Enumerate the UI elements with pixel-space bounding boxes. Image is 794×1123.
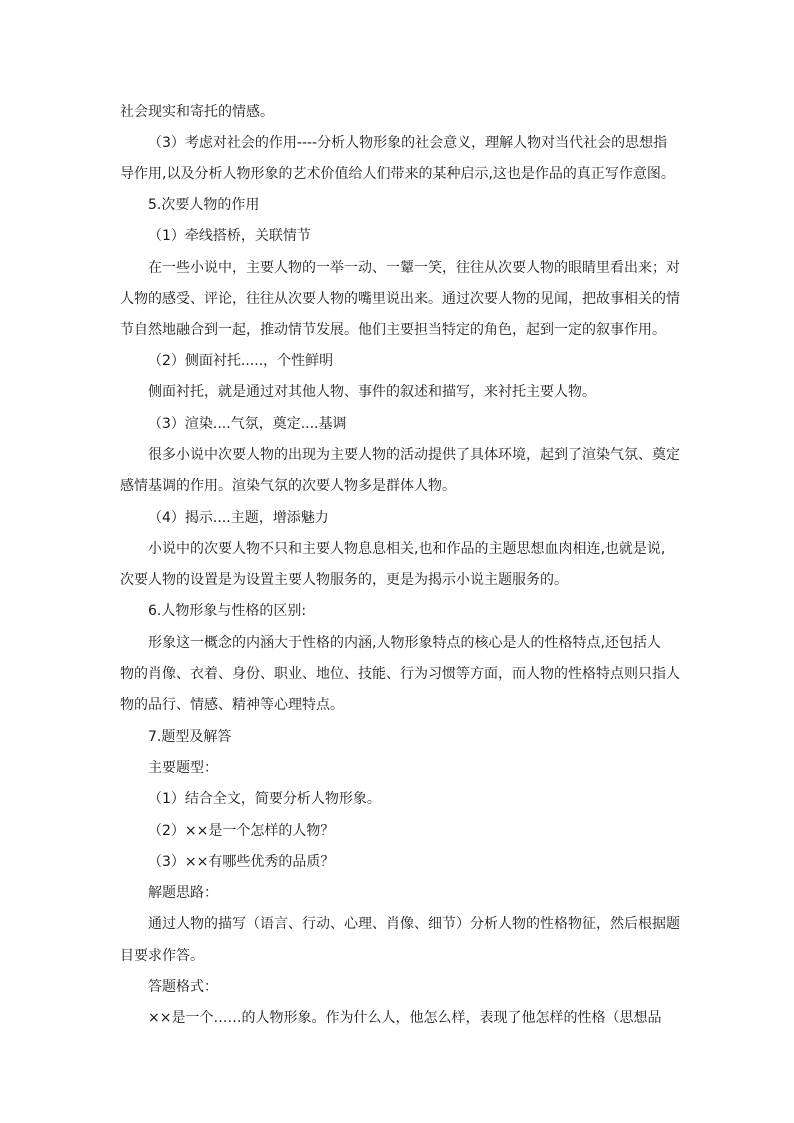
list-item: （3）××有哪些优秀的品质？ — [148, 854, 335, 870]
text-line: 导作用,以及分析人物形象的艺术价值给人们带来的某种启示,这也是作品的真正写作意图。 — [120, 166, 675, 182]
text-line: 小说中的次要人物不只和主要人物息息相关,也和作品的主题思想血肉相连,也就是说, — [148, 541, 666, 557]
subheading: （3）渲染....气氛，奠定....基调 — [148, 416, 347, 432]
text-line: ××是一个……的人物形象。作为什么人，他怎么样，表现了他怎样的性格（思想品 — [148, 1010, 662, 1026]
text-line: 形象这一概念的内涵大于性格的内涵,人物形象特点的核心是人的性格特点,还包括人 — [148, 635, 661, 651]
text-line: 感情基调的作用。渲染气氛的次要人物多是群体人物。 — [120, 478, 456, 494]
text-line: 次要人物的设置是为设置主要人物服务的，更是为揭示小说主题服务的。 — [120, 572, 568, 588]
text-line: 物的品行、情感、精神等心理特点。 — [120, 697, 344, 713]
text-line: 物的肖像、衣着、身份、职业、地位、技能、行为习惯等方面，而人物的性格特点则只指人 — [120, 666, 680, 682]
list-item: （2）××是一个怎样的人物？ — [148, 823, 335, 839]
subheading: （2）侧面衬托.....，个性鲜明 — [148, 353, 334, 369]
section-heading: 6.人物形象与性格的区别: — [148, 603, 307, 619]
label-line: 答题格式： — [148, 979, 218, 995]
text-line: 很多小说中次要人物的出现为主要人物的活动提供了具体环境，起到了渲染气氛、奠定 — [148, 447, 680, 463]
text-line: 在一些小说中，主要人物的一举一动、一颦一笑，往往从次要人物的眼睛里看出来；对 — [148, 260, 680, 276]
text-line: 通过人物的描写（语言、行动、心理、肖像、细节）分析人物的性格物征，然后根据题 — [148, 916, 680, 932]
text-line: 节自然地融合到一起，推动情节发展。他们主要担当特定的角色，起到一定的叙事作用。 — [120, 322, 666, 338]
text-line: （3）考虑对社会的作用----分析人物形象的社会意义，理解人物对当代社会的思想指 — [148, 135, 668, 151]
text-line: 目要求作答。 — [120, 948, 204, 964]
section-heading: 7.题型及解答 — [148, 729, 232, 745]
label-line: 主要题型： — [148, 760, 218, 776]
text-line: 人物的感受、评论，往往从次要人物的嘴里说出来。通过次要人物的见闻，把故事相关的情 — [120, 291, 680, 307]
label-line: 解题思路： — [148, 885, 218, 901]
text-line: 侧面衬托，就是通过对其他人物、事件的叙述和描写，来衬托主要人物。 — [148, 384, 596, 400]
text-line: 社会现实和寄托的情感。 — [120, 104, 274, 120]
section-heading: 5.次要人物的作用 — [148, 197, 260, 213]
subheading: （4）揭示....主题，增添魅力 — [148, 510, 329, 526]
subheading: （1）牵线搭桥，关联情节 — [148, 228, 311, 244]
list-item: （1）结合全文，简要分析人物形象。 — [148, 791, 381, 807]
